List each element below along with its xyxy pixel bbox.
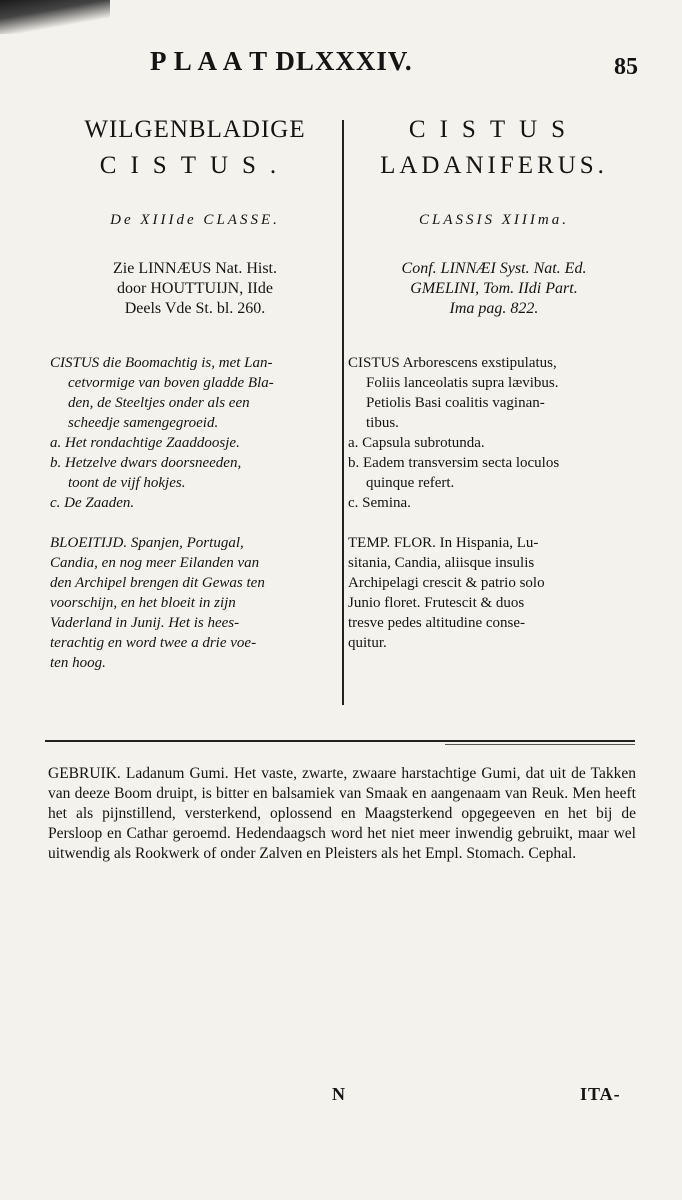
habitat-line: voorschijn, en het bloeit in zijn xyxy=(50,595,236,611)
desc-line: den, de Steeltjes onder als een xyxy=(68,395,250,411)
page-number: 85 xyxy=(614,54,638,80)
dutch-column xyxy=(50,112,340,673)
dutch-title-line1: WILGENBLADIGE xyxy=(84,116,306,143)
ref-line: GMELINI, Tom. IIdi Part. xyxy=(410,280,578,297)
catchword: ITA- xyxy=(580,1084,621,1104)
dutch-description xyxy=(50,353,340,513)
plate-title: P L A A T DLXXXIV. xyxy=(150,46,413,76)
desc-line: c. De Zaaden. xyxy=(50,495,135,511)
habitat-line: TEMP. FLOR. In Hispania, Lu- xyxy=(348,535,539,551)
desc-line: c. Semina. xyxy=(348,495,411,511)
ref-line: door HOUTTUIJN, IIde xyxy=(117,280,273,297)
column-divider xyxy=(342,120,344,705)
desc-line: toont de vijf hokjes. xyxy=(68,475,186,491)
desc-line: CISTUS Arborescens exstipulatus, xyxy=(348,355,557,371)
habitat-line: ten hoog. xyxy=(50,655,106,671)
desc-line: Petiolis Basi coalitis vaginan- xyxy=(366,395,545,411)
habitat-line: terachtig en word twee a drie voe- xyxy=(50,635,257,651)
section-rule xyxy=(45,740,635,742)
dutch-title-line2: CISTUS. xyxy=(99,152,291,179)
desc-line: tibus. xyxy=(366,415,399,431)
desc-line: scheedje samengegroeid. xyxy=(68,415,219,431)
ref-line: Deels Vde St. bl. 260. xyxy=(124,300,266,317)
habitat-line: den Archipel brengen dit Gewas ten xyxy=(50,575,265,591)
latin-class: CLASSIS XIIIma. xyxy=(419,212,569,228)
latin-title-line2: LADANIFERUS. xyxy=(380,152,608,179)
desc-line: Foliis lanceolatis supra lævibus. xyxy=(366,375,559,391)
latin-habitat xyxy=(348,533,640,653)
habitat-line: quitur. xyxy=(348,635,387,651)
ref-line: Zie LINNÆUS Nat. Hist. xyxy=(113,260,277,277)
ref-line: Ima pag. 822. xyxy=(449,300,539,317)
habitat-line: Junio floret. Frutescit & duos xyxy=(348,595,525,611)
section-rule-secondary xyxy=(445,744,635,745)
signature-mark: N xyxy=(332,1084,345,1104)
desc-line: a. Capsula subrotunda. xyxy=(348,435,485,451)
desc-line: CISTUS die Boomachtig is, met Lan- xyxy=(50,355,273,371)
habitat-line: Vaderland in Junij. Het is hees- xyxy=(50,615,240,631)
dutch-class: De XIIIde CLASSE. xyxy=(110,212,280,228)
scan-shadow xyxy=(0,0,110,34)
dutch-habitat xyxy=(50,533,340,673)
habitat-line: Archipelagi crescit & patrio solo xyxy=(348,575,545,591)
desc-line: quinque refert. xyxy=(366,475,455,491)
habitat-line: tresve pedes altitudine conse- xyxy=(348,615,526,631)
desc-line: b. Hetzelve dwars doorsneeden, xyxy=(50,455,242,471)
latin-column xyxy=(348,112,640,653)
habitat-line: BLOEITIJD. Spanjen, Portugal, xyxy=(50,535,244,551)
latin-reference xyxy=(348,259,640,319)
dutch-reference xyxy=(50,259,340,319)
habitat-line: Candia, en nog meer Eilanden van xyxy=(50,555,260,571)
desc-line: b. Eadem transversim secta loculos xyxy=(348,455,560,471)
desc-line: cetvormige van boven gladde Bla- xyxy=(68,375,274,391)
ref-line: Conf. LINNÆI Syst. Nat. Ed. xyxy=(401,260,587,277)
usage-paragraph: GEBRUIK. Ladanum Gumi. Het vaste, zwarte, zwaare harstachtige Gumi, dat uit de Takken van deeze Boom druipt, is bitter en balsamiek van Smaak en aangenaam van Reuk. Men heeft het als pijnstillend, versterkend, oplossend en Maagsterkend opgegeeven en het bij de Persloop en Cathar geroemd. Hedendaagsch word het niet meer inwendig gebruikt, maar wel uitwendig als Rookwerk of onder Zalven en Pleisters als het Empl. Stomach. Cephal. xyxy=(48,765,636,862)
latin-title-line1: CISTUS xyxy=(408,116,580,143)
habitat-line: sitania, Candia, aliisque insulis xyxy=(348,555,535,571)
desc-line: a. Het rondachtige Zaaddoosje. xyxy=(50,435,240,451)
latin-description xyxy=(348,353,640,513)
